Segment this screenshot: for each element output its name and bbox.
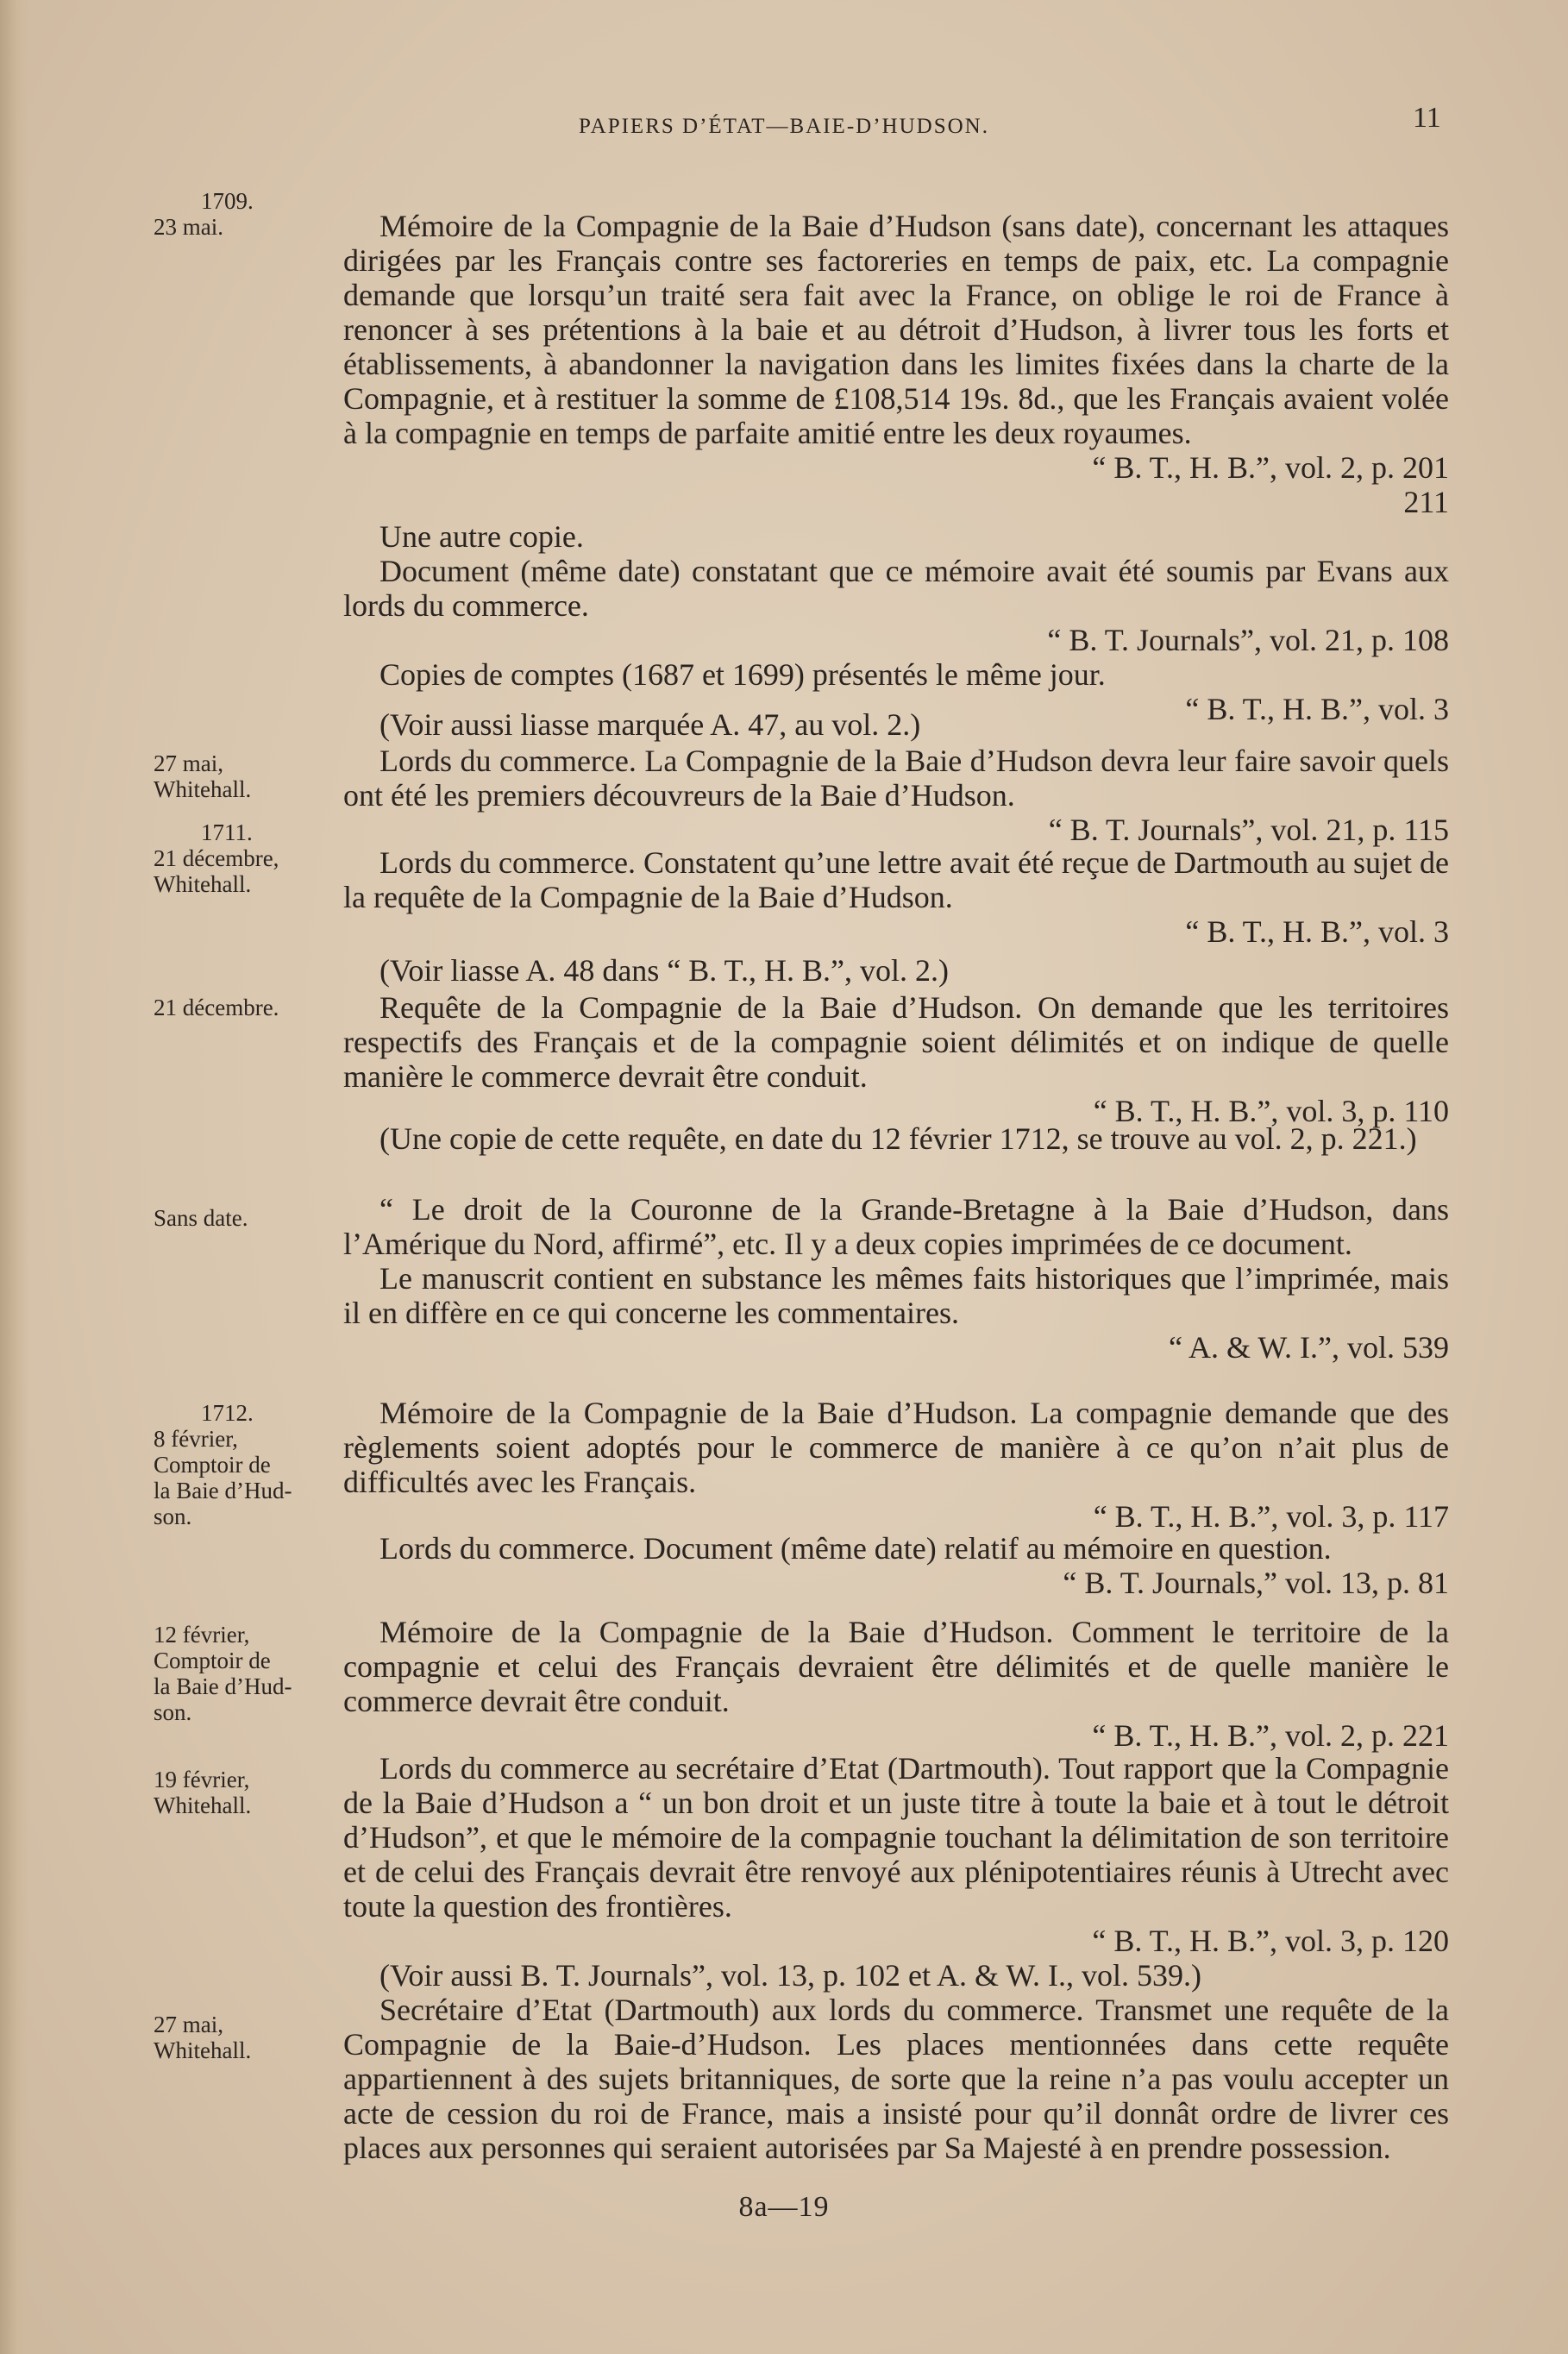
entry-text: (Voir aussi liasse marquée A. 47, au vol. 2.) — [379, 707, 921, 742]
entry-reference: “ B. T., H. B.”, vol. 3, p. 110 — [1093, 1094, 1449, 1128]
entry-1712-02-19 — [343, 1751, 1449, 1993]
margin-note: 1709. 23 mai. — [154, 188, 254, 240]
entry-1709-05-27 — [343, 744, 1449, 847]
entry-sans-date — [343, 1192, 1449, 1365]
entry-text: “ Le droit de la Couronne de la Grande-Bretagne à la Baie d’Hudson, dans l’Amérique du Nord, affirmé”, etc. Il y a deux copies imprimées de ce document. — [343, 1192, 1449, 1261]
entry-note — [343, 707, 1449, 742]
entry-reference: “ B. T., H. B.”, vol. 3, p. 117 — [1093, 1499, 1449, 1534]
entry-text: Lords du commerce. Constatent qu’une lettre avait été reçue de Dartmouth au sujet de la requête de la Compagnie de la Baie d’Hudson. — [343, 845, 1449, 914]
entry-text: Requête de la Compagnie de la Baie d’Hudson. On demande que les territoires respectifs des Français et de la compagnie soient délimités et on indique de quelle manière le commerce devrait être conduit. — [343, 990, 1449, 1094]
entry-1712-02-08 — [343, 1396, 1449, 1534]
entry-text: Mémoire de la Compagnie de la Baie d’Hudson (sans date), concernant les attaques dirigées par les Français contre ses factoreries en temps de paix, etc. La compagnie demande que lorsqu’un traité sera fait avec la France, on oblige le roi de France à renoncer à ses prétentions à la baie et au détroit d’Hudson, à livrer tous les forts et établissements, à abandonner la navigation dans les limites fixées dans la charte de la Compagnie, et à restituer la somme de £108,514 19s. 8d., que les Français avaient volée à la compagnie en temps de parfaite amitié entre les deux royaumes. — [343, 209, 1449, 450]
entry-text: Le manuscrit contient en substance les mêmes faits historiques que l’imprimée, mais il en diffère en ce qui concerne les commentaires. — [343, 1261, 1449, 1330]
entry-reference: “ B. T. Journals”, vol. 21, p. 108 — [1047, 623, 1449, 657]
entry-reference: “ B. T. Journals”, vol. 21, p. 115 — [1048, 813, 1449, 847]
entry-text: Une autre copie. — [379, 519, 584, 554]
entry-reference: “ B. T., H. B.”, vol. 3, p. 120 — [1092, 1924, 1449, 1958]
entry-1712-02-08b — [343, 1531, 1449, 1600]
margin-note: 1711. 21 décembre, Whitehall. — [154, 819, 279, 897]
entry-1711-12-21b — [343, 990, 1449, 1128]
entry-reference: “ B. T., H. B.”, vol. 2, p. 201 — [1092, 450, 1449, 485]
margin-note: Sans date. — [154, 1205, 248, 1231]
entry-reference: “ A. & W. I.”, vol. 539 — [1169, 1330, 1449, 1365]
entry-note — [343, 1121, 1449, 1156]
running-title: PAPIERS D’ÉTAT—BAIE-D’HUDSON. — [579, 115, 989, 138]
entry-text: Mémoire de la Compagnie de la Baie d’Hudson. La compagnie demande que des règlements soient adoptés pour le commerce de manière à ce qu’on n’ait plus de difficultés avec les Français. — [343, 1396, 1449, 1499]
entry-note — [343, 953, 1449, 988]
page-number: 11 — [1413, 102, 1441, 134]
entry-text: (Voir liasse A. 48 dans “ B. T., H. B.”, vol. 2.) — [379, 953, 949, 988]
entry-text: (Une copie de cette requête, en date du 12 février 1712, se trouve au vol. 2, p. 221.) — [379, 1121, 1417, 1156]
margin-note: 1712. 8 février, Comptoir de la Baie d’Hud- son. — [154, 1400, 292, 1529]
entry-1712-02-12 — [343, 1615, 1449, 1753]
entry-text: Secrétaire d’Etat (Dartmouth) aux lords du commerce. Transmet une requête de la Compagnie de la Baie-d’Hudson. Les places mentionnées dans cette requête appartiennent à des sujets britanniques, de sorte que la reine n’a pas voulu accepter un acte de cession du roi de France, mais a insisté pour qu’il donnât ordre de livrer ces places aux personnes qui seraient autorisées par Sa Majesté à en prendre possession. — [343, 1993, 1449, 2165]
entry-reference: “ B. T. Journals,” vol. 13, p. 81 — [1063, 1566, 1449, 1600]
entry-reference: “ B. T., H. B.”, vol. 3 — [1185, 914, 1449, 949]
binding-edge — [0, 0, 29, 2354]
entry-1712-05-27 — [343, 1993, 1449, 2165]
entry-text: (Voir aussi B. T. Journals”, vol. 13, p. 102 et A. & W. I., vol. 539.) — [379, 1958, 1201, 1993]
margin-note: 19 février, Whitehall. — [154, 1767, 252, 1818]
margin-note: 21 décembre. — [154, 995, 279, 1020]
entry-text: Lords du commerce au secrétaire d’Etat (Dartmouth). Tout rapport que la Compagnie de la Baie d’Hudson a “ un bon droit et un juste titre à toute la baie et à tout le détroit d’Hudson”, et que le mémoire de la compagnie touchant la délimitation de son territoire et de celui des Français devrait être renvoyé aux plénipotentiaires réunis à Utrecht avec toute la question des frontières. — [343, 1751, 1449, 1924]
entry-1711-12-21 — [343, 845, 1449, 949]
entry-1709-05-23 — [343, 209, 1449, 726]
entry-reference: 211 — [1403, 485, 1449, 519]
signature-mark: 8a—19 — [738, 2191, 830, 2223]
entry-text: Lords du commerce. Document (même date) relatif au mémoire en question. — [379, 1531, 1332, 1566]
entry-reference: “ B. T., H. B.”, vol. 2, p. 221 — [1092, 1718, 1449, 1753]
entry-text: Mémoire de la Compagnie de la Baie d’Hudson. Comment le territoire de la compagnie et celui des Français devraient être délimités et de quelle manière le commerce devrait être conduit. — [343, 1615, 1449, 1718]
entry-text: Lords du commerce. La Compagnie de la Baie d’Hudson devra leur faire savoir quels ont été les premiers découvreurs de la Baie d’Hudson. — [343, 744, 1449, 813]
entry-reference: “ B. T., H. B.”, vol. 3 — [1185, 692, 1449, 726]
entry-text: Document (même date) constatant que ce mémoire avait été soumis par Evans aux lords du commerce. — [343, 554, 1449, 623]
margin-note: 12 février, Comptoir de la Baie d’Hud- son. — [154, 1622, 292, 1725]
margin-note: 27 mai, Whitehall. — [154, 750, 252, 802]
entry-text: Copies de comptes (1687 et 1699) présentés le même jour. — [379, 657, 1106, 692]
margin-note: 27 mai, Whitehall. — [154, 2012, 252, 2063]
